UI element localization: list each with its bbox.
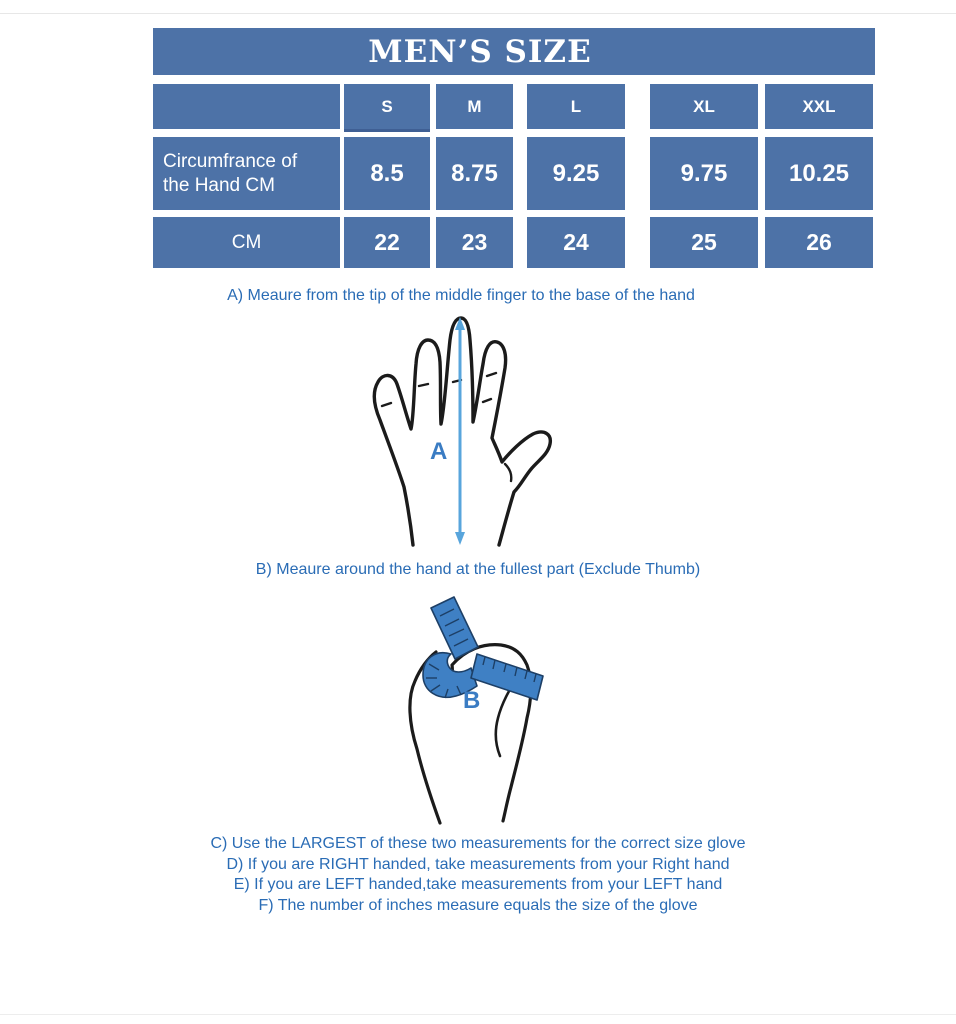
tape-top-strip [431,597,478,659]
instruction-f: F) The number of inches measure equals the size of the glove [258,896,698,914]
cm-value-m: 23 [436,217,513,268]
fist-circumference-illustration [393,594,568,826]
size-chart-header-row [153,84,875,129]
size-column-xl: XL [650,84,758,129]
row-label-cm: CM [153,217,340,268]
size-column-xxl: XXL [765,84,873,129]
instruction-a: A) Meaure from the tip of the middle finger to the base of the hand [227,287,695,304]
bottom-divider-line [0,1014,956,1015]
measure-a-label: A [430,438,448,465]
circumference-value-l: 9.25 [527,137,625,210]
hand-length-illustration [358,312,563,547]
size-chart-title-bar [153,28,875,75]
top-divider-line [0,13,956,14]
instruction-b: B) Meaure around the hand at the fullest part (Exclude Thumb) [255,561,701,578]
circumference-value-m: 8.75 [436,137,513,210]
open-hand-outline [374,318,550,545]
cm-value-s: 22 [344,217,430,268]
instructions-c-to-f [0,834,956,916]
size-column-m: M [436,84,513,129]
instruction-e: E) If you are LEFT handed,take measurements from your LEFT hand [233,876,723,894]
size-column-s: S [344,84,430,129]
table-row-circumference [153,137,875,210]
row-label-circumference: Circumfrance of the Hand CM [153,137,340,210]
size-chart-corner-cell [153,84,340,129]
cm-value-xl: 25 [650,217,758,268]
circumference-value-xxl: 10.25 [765,137,873,210]
cm-value-xxl: 26 [765,217,873,268]
cm-value-l: 24 [527,217,625,268]
size-column-l: L [527,84,625,129]
instruction-c: C) Use the LARGEST of these two measurements for the correct size glove [210,835,746,852]
instruction-d: D) If you are RIGHT handed, take measurements from your Right hand [226,855,730,873]
circumference-value-xl: 9.75 [650,137,758,210]
measure-b-label: B [463,687,481,714]
size-chart-table [153,28,875,268]
table-row-cm [153,217,875,268]
circumference-value-s: 8.5 [344,137,430,210]
size-chart-title: MEN’S SIZE [368,33,592,70]
